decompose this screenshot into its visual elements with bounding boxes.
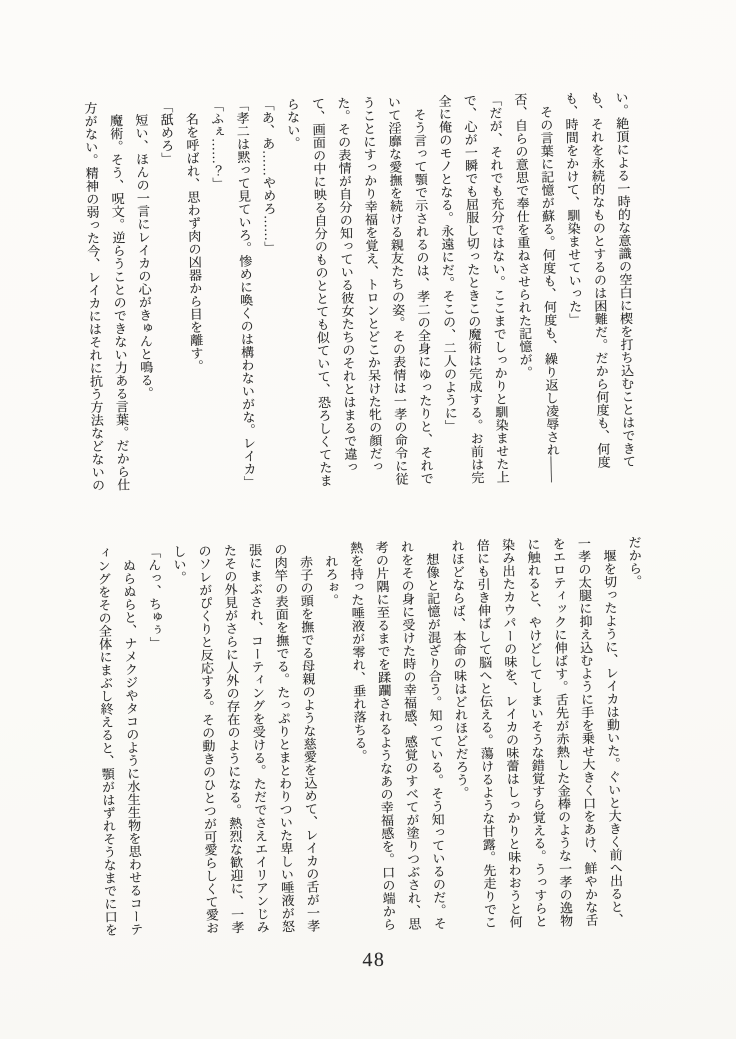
text-line: 堰を切ったように、レイカは動いた。ぐいと大きく前へ出ると、 [601,536,624,927]
text-line: その言葉に記憶が蘇る。何度も、何度も、繰り返し凌辱され―― [537,92,561,483]
text-line: れほどならば、本命の味はどれほどだろう。 [449,539,470,800]
text-line: をエロティックに伸ばす。舌先が赤熱した金棒のような一孝の逸物 [550,537,574,928]
text-line: 張にまぶされ、コーティングを受ける。ただでさえエイリアンじみ [247,543,270,934]
text-line: 「あ、あ……やめろ……」 [259,97,278,255]
text-line: 「んっ、ちゅぅ」 [145,545,163,650]
text-line: 名を呼ばれ、思わず肉の凶器から目を離す。 [183,99,204,373]
text-line: 短い、ほんの一言にレイカの心がきゅんと鳴る。 [132,100,154,400]
text-line: 染み出たカウパーの味を、レイカの味蕾はしっかりと味わおうと何 [499,538,523,929]
text-line: そう言って顎で示されるのは、孝二の全身にゆったりと、それで [411,94,434,485]
text-line: うことにすっかり幸福を覚え、トロンとどこか呆けた牝の顔だっ [360,95,384,473]
text-line: い。絶頂による一時的な意識の空白に楔を打ち込むことはできて [613,90,637,468]
text-line: ぬらぬらと、ナメクジやタコのように水生生物を思わせるコーテ [120,545,144,936]
page-number: 48 [362,948,386,972]
lower-text-block [90,535,654,940]
text-line: らない。 [284,97,301,150]
text-line: 熱を持った唾液が零れ、垂れ落ちる。 [348,541,368,763]
text-line: に触れると、やけどしてしまいそうな錯覚すら覚える。うっすらと [525,537,549,928]
text-line: も、時間をかけて、馴染ませていった」 [562,91,583,326]
upper-text-block [77,91,641,496]
text-line: 一孝の太腿に抑え込むように手を乗せ大きく口をあけ、鮮やかな舌 [575,536,599,927]
text-line: 魔術。そう、呪文。逆らうことのできない力ある言葉。だから仕 [107,100,131,492]
text-line: 否、自らの意思で奉仕を重ねさせられた記憶が。 [512,92,534,379]
text-line: 考の片隅に至るまでを蹂躙されるようなあの幸福感を。口の端から [373,540,397,931]
text-line: たその外見がさらに人外の存在のようになる。熱烈な歓迎に、一孝 [221,543,245,934]
text-line: て、画面の中に映る自分のものととても似ていて、恐ろしくてたま [309,96,333,488]
text-line: いて淫靡な愛撫を続ける親友たちの姿。その表情は一孝の命令に従 [385,95,409,486]
text-line: 「ふぇ……？」 [208,98,226,191]
text-line: も、それを永続的なものとするのは困難だ。だから何度も、何度 [588,91,611,469]
text-line: 赤子の頭を撫でる母親のような慈愛を込めて、レイカの舌が一孝 [297,542,321,933]
text-line: 想像と記憶が混ざり合う。知っている。そう知っているのだ。そ [424,539,447,930]
text-line: 「だが、それでも充分ではない。ここまでしっかりと馴染ませた上 [486,93,510,484]
text-line: しい。 [171,544,187,584]
text-line: 「孝二は黙って見ていろ。惨めに喚くのは構わないがな。レイカ」 [234,98,257,489]
text-line: の肉竿の表面を撫でる。たっぷりとまとわりついた卑しい唾液が怒 [272,542,296,933]
text-line: 全に俺のモノとなる。永遠にだ。そこの、二人のように」 [436,94,459,433]
text-line: 「舐めろ」 [158,99,175,166]
text-line: で、心が一瞬でも屈服し切ったときこの魔術は完成する。お前は完 [461,93,485,484]
text-line: 倍にも引き伸ばして脳へと伝える。蕩けるような甘露。先走りでこ [474,538,498,929]
text-line: れろぉ。 [322,541,340,607]
text-line: だから。 [626,535,643,588]
text-line: のソレがぴくりと反応する。その動きのひとつが可愛らしくて愛お [196,544,220,935]
text-line: ィングをその全体にまぶし終えると、顎がはずれそうなまでに口を [95,546,119,937]
text-line: た。その表情が自分の知っている彼女たちのそれとはまるで違っ [335,96,358,474]
text-line: れをその身に受けた時の幸福感、感覚のすべてが塗りつぶされ、思 [398,540,422,931]
text-line: 方がない。精神の弱った今、レイカにはそれに抗う方法などないの [82,101,106,492]
